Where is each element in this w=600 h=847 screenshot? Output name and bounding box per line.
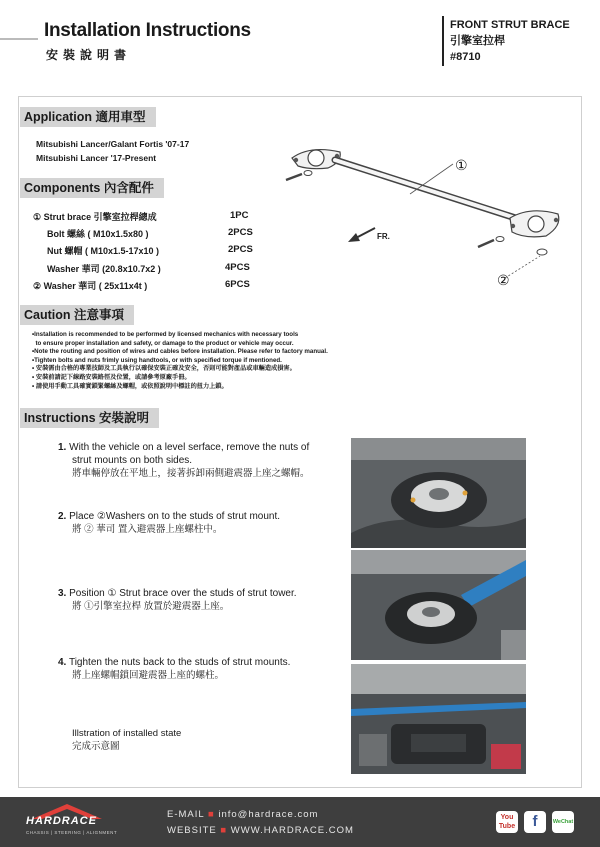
direction-arrow — [348, 228, 375, 242]
vehicle-line: Mitsubishi Lancer '17-Present — [36, 153, 157, 163]
youtube-icon[interactable]: You Tube — [496, 811, 518, 833]
step-text-zh: 將 ② 華司 置入避震器上座螺柱中。 — [72, 524, 223, 535]
vehicle-line: Mitsubishi Lancer/Galant Fortis '07-17 — [36, 139, 190, 149]
product-info — [450, 17, 570, 65]
component-qty: 2PCS — [228, 227, 253, 238]
email-label: E-MAIL — [167, 809, 205, 820]
step-number: 3. — [58, 588, 67, 599]
left-bolt — [286, 171, 312, 181]
caution-line: •Installation is recommended to be performed by licensed mechanics with necessary tools — [32, 331, 299, 338]
strut-bar — [335, 160, 528, 222]
step-text: strut mounts on both sides. — [72, 455, 193, 466]
website-label: WEBSITE — [167, 825, 217, 836]
components-heading: Components 內含配件 — [20, 178, 164, 198]
product-name-zh: 引擎室拉桿 — [450, 35, 505, 47]
step-number: 4. — [58, 657, 67, 668]
installed-photo — [351, 664, 526, 774]
component-item: ① Strut brace 引擎室拉桿總成 — [33, 212, 157, 222]
header-accent-line — [0, 38, 38, 40]
caution-line: • 請使用手動工具確實鎖緊螺絲及螺帽，或依照說明中標註的扭力上鎖。 — [32, 382, 228, 390]
wechat-icon[interactable]: WeChat — [552, 811, 574, 833]
washer-part — [537, 249, 547, 255]
bullet-icon: ■ — [220, 825, 228, 836]
caution-line: to ensure proper installation and safety, or damage to the product or vehicle may occur. — [32, 339, 294, 347]
step-text-zh: 將車輛停放在平地上，接著拆卸兩側避震器上座之螺帽。 — [72, 468, 310, 479]
page-title: Installation Instructions — [44, 20, 251, 41]
caution-heading: Caution 注意事項 — [20, 305, 134, 325]
page-subtitle: 安裝說明書 — [46, 48, 132, 62]
caution-line: • 安裝需由合格的專業技師及工具執行以確保安裝正確及安全，否則可能對產品或車輛造成損害。 — [32, 365, 296, 373]
caution-list — [32, 331, 328, 391]
component-item: Nut 螺帽 ( M10x1.5-17x10 ) — [47, 246, 160, 256]
step-text: Position ① Strut brace over the studs of strut tower. — [69, 588, 297, 599]
step-number: 1. — [58, 442, 67, 453]
website-link[interactable]: WWW.HARDRACE.COM — [230, 825, 354, 836]
brand-tagline: CHASSIS | STEERING | ALIGNMENT — [26, 830, 118, 835]
illustration-label-zh: 完成示意圖 — [72, 741, 120, 752]
footer-website — [167, 825, 354, 836]
illustration-label: Illstration of installed state — [72, 728, 182, 739]
instructions-heading: Instructions 安裝說明 — [20, 408, 159, 428]
email-link[interactable]: info@hardrace.com — [218, 809, 319, 820]
step-1-photo — [351, 438, 526, 548]
bullet-icon: ■ — [207, 809, 215, 820]
component-item: ② Washer 華司 ( 25x11x4t ) — [33, 281, 148, 291]
brand-name: HARDRACE — [26, 815, 97, 827]
step-1 — [58, 441, 310, 480]
header-divider — [442, 16, 444, 66]
component-qty: 6PCS — [225, 279, 250, 290]
step-number: 2. — [58, 511, 67, 522]
caution-line: • 安裝前請記下線路安裝路徑及位置，或請參考原廠手冊。 — [32, 373, 191, 381]
illustration-caption — [72, 727, 181, 753]
component-item: Bolt 螺絲 ( M10x1.5x80 ) — [47, 229, 149, 239]
callout-1: ① — [455, 157, 468, 173]
right-bolt — [478, 237, 504, 248]
callout-line — [505, 256, 540, 278]
facebook-icon[interactable]: f — [524, 811, 546, 833]
caution-line: •Tighten bolts and nuts frimly using handtools, or with specified torque if mentioned. — [32, 356, 282, 364]
callout-2: ② — [497, 272, 510, 288]
component-item: Washer 華司 (20.8x10.7x2 ) — [47, 264, 161, 274]
right-strut-mount — [510, 211, 559, 237]
component-qty: 2PCS — [228, 244, 253, 255]
product-name: FRONT STRUT BRACE — [450, 19, 570, 31]
footer-email — [167, 809, 318, 820]
step-3 — [58, 587, 297, 613]
component-qty: 4PCS — [225, 262, 250, 273]
step-text: Tighten the nuts back to the studs of strut mounts. — [68, 657, 291, 668]
step-3-photo — [351, 550, 526, 660]
step-2 — [58, 510, 280, 536]
caution-line: •Note the routing and position of wires and cables before installation. Please refer to factory manual. — [32, 348, 328, 356]
step-text-zh: 將 ①引擎室拉桿 放置於避震器上座。 — [72, 601, 230, 612]
step-text: With the vehicle on a level serface, remove the nuts of — [69, 442, 310, 453]
step-text: Place ②Washers on to the studs of strut mount. — [69, 511, 281, 522]
direction-label: FR. — [377, 232, 390, 241]
step-4 — [58, 656, 290, 682]
strut-brace-diagram — [280, 140, 570, 295]
step-text-zh: 將上座螺帽鎖回避震器上座的螺柱。 — [72, 670, 225, 681]
application-heading: Application 適用車型 — [20, 107, 156, 127]
part-number: #8710 — [450, 51, 481, 63]
component-qty: 1PC — [230, 210, 249, 221]
